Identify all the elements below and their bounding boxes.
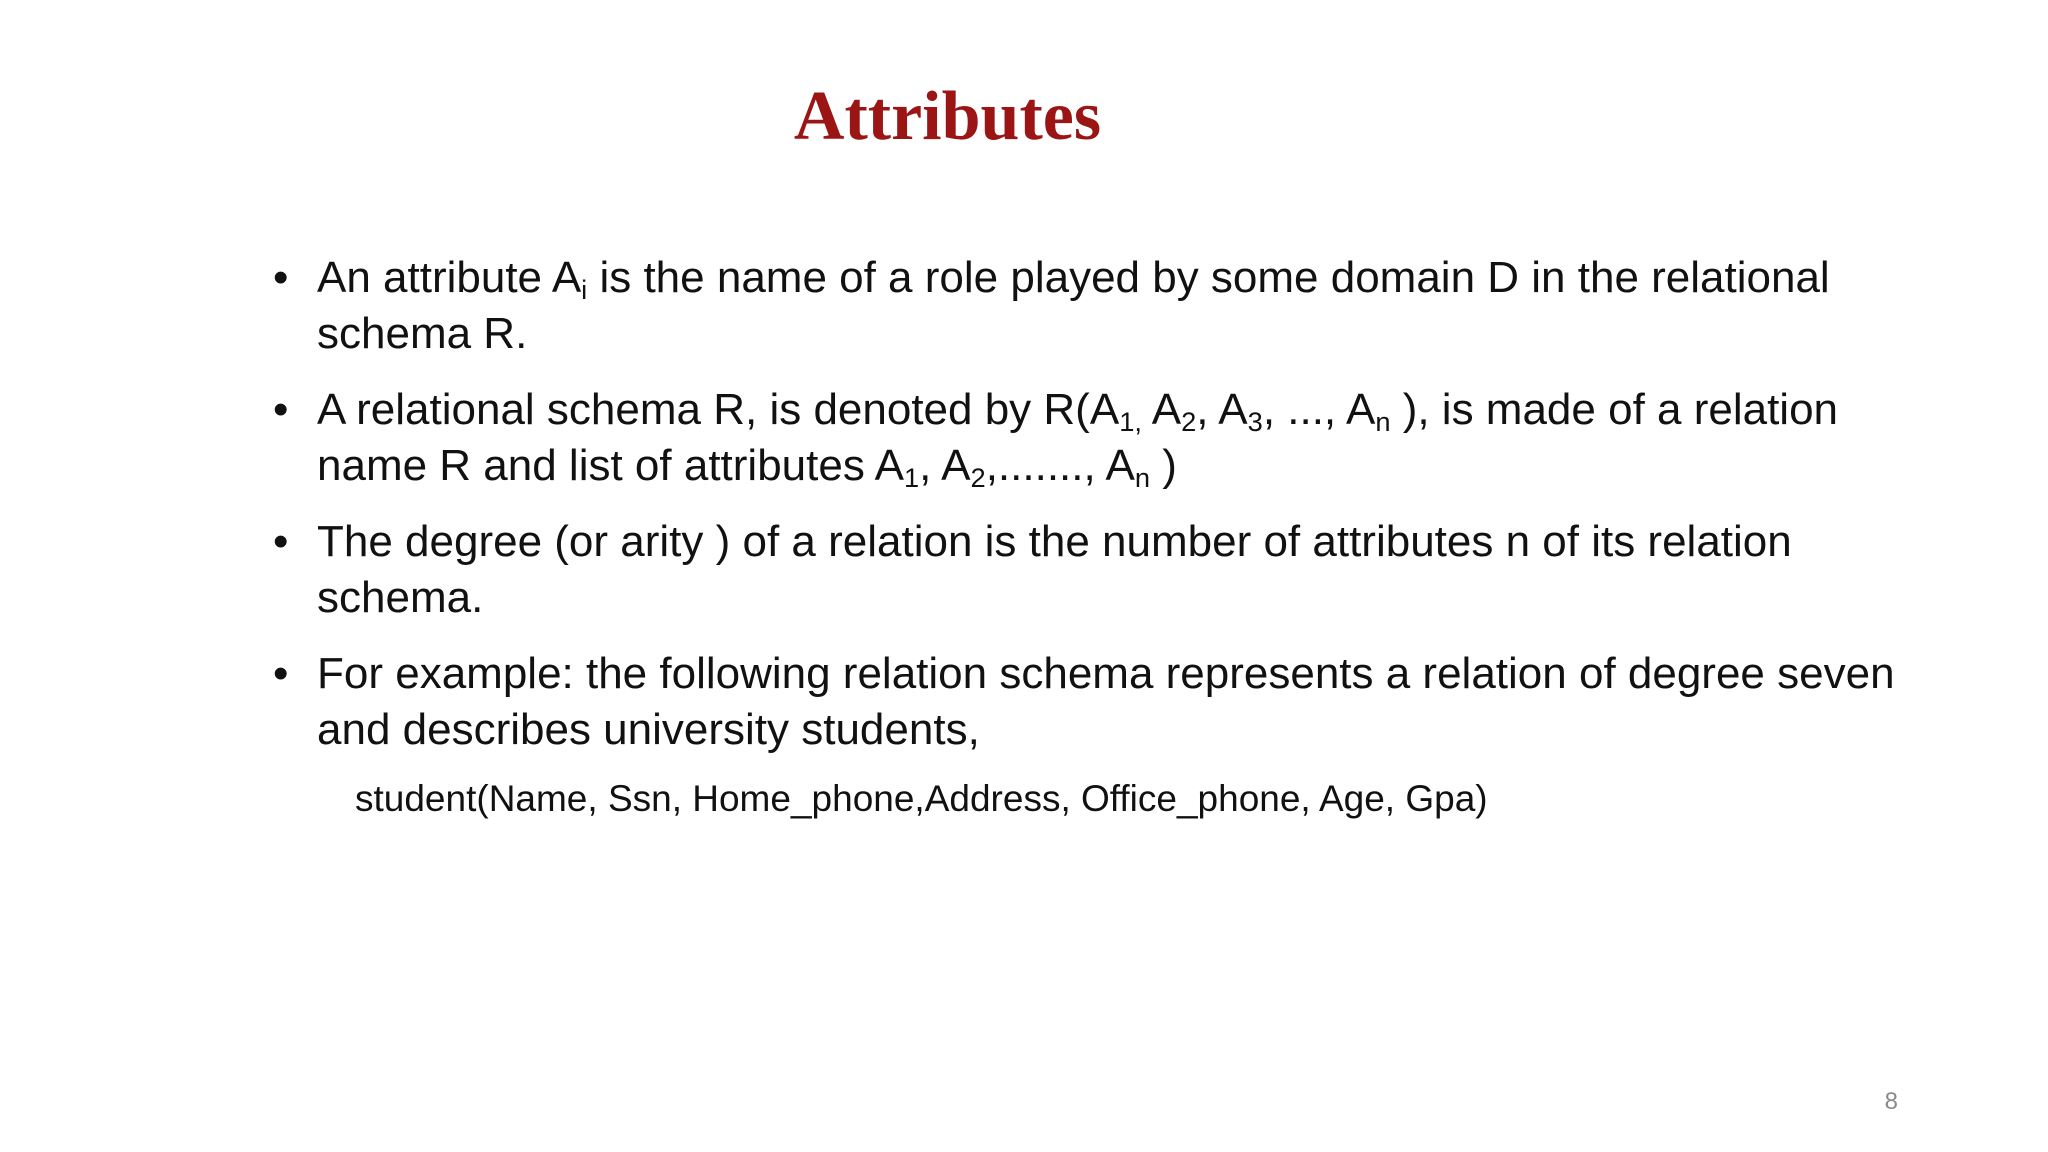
- bullet-item-1: [273, 250, 1913, 362]
- bullet-item-3: [273, 514, 1913, 626]
- bullet-marker: •: [273, 385, 289, 434]
- bullet-text: For example: the following relation schema represents a relation of degree seven and describes university students,: [317, 649, 1895, 754]
- bullet-item-2: [273, 382, 1913, 494]
- bullet-marker: •: [273, 649, 289, 698]
- bullet-marker: •: [273, 517, 289, 566]
- page-number: 8: [1884, 1088, 1898, 1115]
- bullet-text: The degree (or arity ) of a relation is the number of attributes n of its relation schema.: [317, 517, 1792, 622]
- bullet-text: An attribute $A_i$ is the name of a role played by some domain D in the relational schema R.: [317, 253, 1830, 358]
- slide-content: [273, 250, 1913, 824]
- example-schema: student(Name, Ssn, Home_phone,Address, Office_phone, Age, Gpa): [355, 778, 1488, 819]
- bullet-text: A relational schema R, is denoted by $R(A_{1,}$ $A_2$, $A_3$, ..., $A_n$ ), is made of a relation name R and list of attributes $A_1$, $A_2$,......., $A_n$ ): [317, 385, 1839, 493]
- bullet-marker: •: [273, 253, 289, 302]
- slide-title: Attributes: [793, 78, 1102, 155]
- bullet-item-4: [273, 646, 1913, 758]
